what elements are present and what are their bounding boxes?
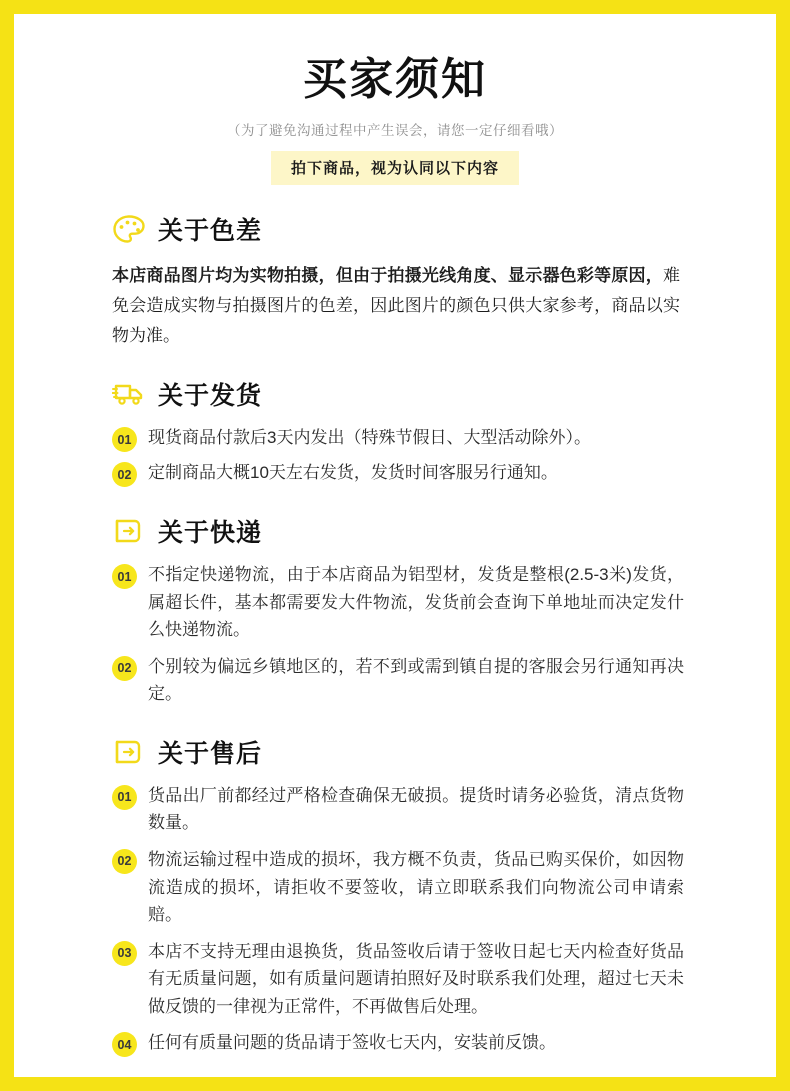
truck-icon [112,379,146,409]
badge-wrapper [66,151,724,185]
item-text: 现货商品付款后3天内发出（特殊节假日、大型活动除外）。 [148,428,591,448]
parcel-icon [112,516,146,546]
section-title: 关于售后 [158,739,263,768]
section-express [66,513,724,708]
list-item [112,653,684,708]
express-list [66,561,724,708]
section-title: 关于色差 [158,217,263,245]
section-after-sales [66,734,724,1057]
list-item [112,561,684,644]
page-title: 买家须知 [303,55,487,104]
list-item [112,459,684,487]
item-number: 02 [112,849,137,874]
section-header [66,513,724,549]
section-color-difference [66,211,724,350]
parcel-icon [112,737,146,767]
paragraph-rest: 难免会造成实物与拍摄图片的色差，因此图片的颜色只供大家参考，商品以实物为准。 [112,266,680,345]
section-header [66,376,724,412]
palette-icon [112,214,146,244]
item-number: 01 [112,427,137,452]
status-badge: 拍下商品，视为认同以下内容 [271,151,519,185]
item-text: 货品出厂前都经过严格检查确保无破损。提货时请务必验货，清点货物数量。 [148,785,684,833]
list-item [112,846,684,929]
list-item [112,938,684,1021]
paragraph-bold: 本店商品图片均为实物拍摄，但由于拍摄光线角度、显示器色彩等原因， [112,266,663,285]
item-number: 04 [112,1032,137,1057]
item-number: 02 [112,656,137,681]
list-item [112,1029,684,1057]
section-title: 关于快递 [158,519,263,548]
item-text: 个别较为偏远乡镇地区的，若不到或需到镇自提的客服会另行通知再决定。 [148,656,684,704]
poster-content [14,14,776,1057]
item-number: 03 [112,941,137,966]
list-item [112,424,684,452]
item-text: 不指定快递物流，由于本店商品为铝型材，发货是整根(2.5-3米)发货，属超长件，基本都需要发大件物流，发货前会查询下单地址而决定发什么快递物流。 [148,565,684,640]
item-number: 01 [112,785,137,810]
header [66,52,724,185]
page-subtitle: （为了避免沟通过程中产生误会，请您一定仔细看哦） [227,123,563,138]
list-item [112,782,684,837]
poster-card [14,14,776,1077]
section-header [66,734,724,770]
item-text: 物流运输过程中造成的损坏，我方概不负责，货品已购买保价，如因物流造成的损坏，请拒收不要签收，请立即联系我们向物流公司申请索赔。 [148,849,684,925]
item-text: 本店不支持无理由退换货，货品签收后请于签收日起七天内检查好货品有无质量问题，如有质量问题请拍照好及时联系我们处理，超过七天未做反馈的一律视为正常件，不再做售后处理。 [148,941,684,1016]
item-text: 任何有质量问题的货品请于签收七天内，安装前反馈。 [148,1033,556,1053]
shipping-list [66,424,724,487]
after-sales-list [66,782,724,1057]
color-difference-paragraph [66,261,724,350]
item-text: 定制商品大概10天左右发货，发货时间客服另行通知。 [148,463,558,483]
section-title: 关于发货 [158,382,263,411]
item-number: 02 [112,462,137,487]
section-header [66,211,724,247]
section-shipping [66,376,724,487]
item-number: 01 [112,564,137,589]
